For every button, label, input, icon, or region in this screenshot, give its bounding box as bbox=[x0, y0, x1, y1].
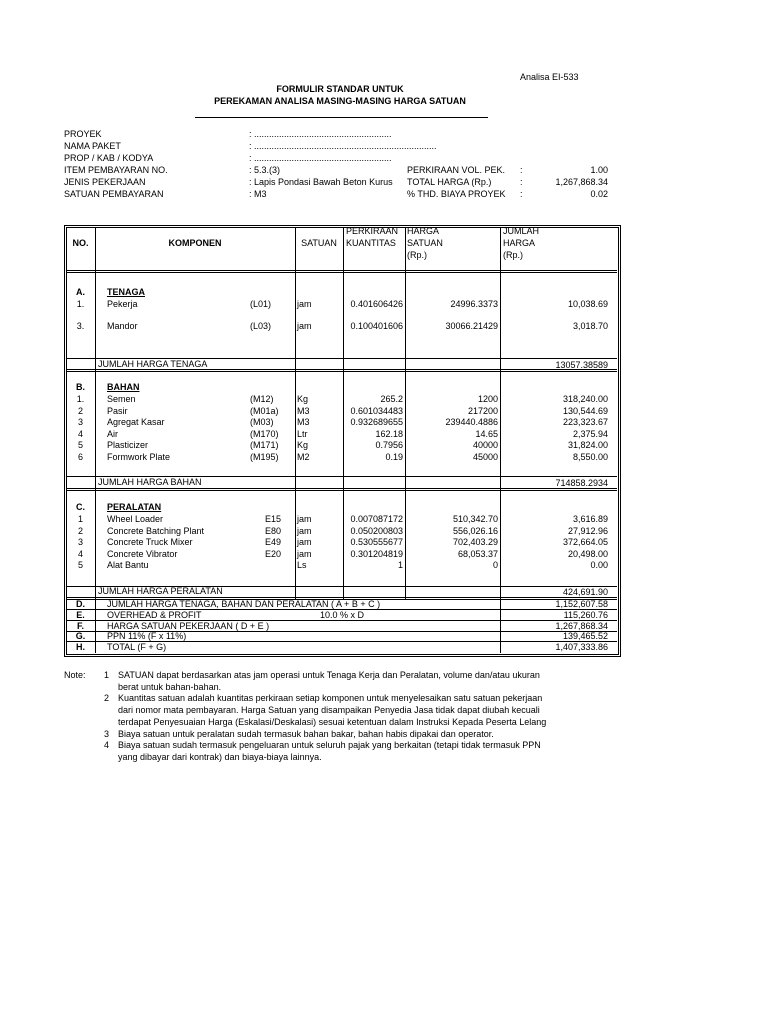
bahan-row-qty: 0.19 bbox=[385, 452, 403, 462]
bahan-row-no: 5 bbox=[77, 440, 83, 451]
tenaga-row-unit: jam bbox=[297, 299, 312, 309]
info-value: : ....................................................... bbox=[249, 129, 392, 139]
bahan-row-code: (M03) bbox=[250, 417, 274, 428]
peralatan-row-name: Concrete Truck Mixer bbox=[107, 537, 193, 548]
header-no: NO. bbox=[72, 238, 89, 248]
note-line bbox=[64, 705, 584, 717]
bahan-row-unit: M2 bbox=[297, 452, 310, 462]
note-line bbox=[64, 717, 584, 729]
note-text: Biaya satuan untuk peralatan sudah termasuk bahan bakar, bahan habis dipakai dan operator. bbox=[118, 728, 494, 739]
summary-value: 0.02 bbox=[590, 189, 608, 199]
header-rule-1 bbox=[66, 270, 617, 271]
total-label: TOTAL (F + G) bbox=[107, 642, 167, 653]
header-satuan: SATUAN bbox=[301, 238, 337, 248]
header-harga-1: HARGA bbox=[407, 226, 440, 236]
bahan-row-no: 6 bbox=[77, 452, 83, 462]
bahan-row-price: 1200 bbox=[477, 394, 498, 404]
peralatan-row-no: 3 bbox=[77, 537, 83, 548]
bahan-row-code: (M01a) bbox=[250, 405, 279, 416]
bahan-subtotal-rule-1 bbox=[66, 488, 617, 489]
summary-label: TOTAL HARGA (Rp.) bbox=[407, 177, 492, 187]
peralatan-row-qty: 0.301204819 bbox=[350, 548, 403, 559]
peralatan-row-price: 556,026.16 bbox=[452, 525, 498, 536]
info-value: : ......................................................................... bbox=[249, 141, 437, 151]
note-text: Biaya satuan sudah termasuk pengeluaran untuk seluruh pajak yang berkaitan (tetapi tidak termasuk PPN bbox=[118, 740, 541, 751]
tenaga-subtotal: 13057.38589 bbox=[555, 360, 608, 370]
note-number bbox=[97, 705, 109, 717]
note-label bbox=[64, 729, 97, 741]
peralatan-row-total: 20,498.00 bbox=[567, 548, 608, 559]
section-b-title: BAHAN bbox=[107, 382, 140, 392]
peralatan-row-no: 5 bbox=[77, 560, 83, 571]
note-line bbox=[64, 670, 584, 682]
bahan-row-price: 45000 bbox=[472, 452, 498, 462]
summary-colon: : bbox=[520, 177, 523, 187]
tenaga-subtotal-rule-2 bbox=[66, 371, 617, 372]
peralatan-row-total: 3,616.89 bbox=[572, 514, 608, 524]
note-label: Note: bbox=[64, 670, 86, 680]
total-label: PPN 11% (F x 11%) bbox=[107, 631, 187, 642]
note-text: yang dibayar dari kontrak) dan biaya-biaya lainnya. bbox=[118, 751, 322, 762]
bahan-row-name: Air bbox=[107, 428, 118, 439]
bahan-row-code: (M171) bbox=[250, 440, 279, 451]
tenaga-row-no: 3. bbox=[76, 321, 85, 331]
bahan-subtotal-rule-2 bbox=[66, 490, 617, 491]
bahan-row-price: 14.65 bbox=[475, 428, 498, 439]
info-label: SATUAN PEMBAYARAN bbox=[64, 189, 164, 199]
header-harga-3: (Rp.) bbox=[407, 250, 427, 260]
col-divider-no bbox=[95, 227, 96, 599]
note-text: dari nomor mata pembayaran. Harga Satuan yang disampaikan Penyedia Jasa tidak dapat diubah kecuali bbox=[118, 705, 540, 716]
note-label bbox=[64, 717, 97, 729]
note-number bbox=[97, 682, 109, 694]
total-label: OVERHEAD & PROFIT bbox=[107, 609, 202, 620]
bahan-row-qty: 0.7956 bbox=[375, 440, 403, 451]
bahan-row-qty: 265.2 bbox=[380, 394, 403, 404]
bahan-row-total: 223,323.67 bbox=[562, 417, 608, 428]
peralatan-row-qty: 0.050200803 bbox=[350, 525, 403, 536]
peralatan-row-no: 4 bbox=[77, 548, 83, 559]
tenaga-row-name: Mandor bbox=[107, 321, 138, 331]
peralatan-row-unit: Ls bbox=[297, 560, 307, 571]
document-reference: Analisa EI-533 bbox=[520, 72, 579, 82]
tenaga-row-qty: 0.100401606 bbox=[350, 321, 403, 331]
section-b-letter: B. bbox=[76, 382, 85, 392]
total-letter: E. bbox=[76, 609, 85, 620]
tenaga-row-price: 24996.3373 bbox=[450, 299, 498, 309]
note-text: berat untuk bahan-bahan. bbox=[118, 681, 222, 692]
note-label bbox=[64, 752, 97, 764]
bahan-row-unit: Ltr bbox=[297, 428, 308, 439]
notes-section bbox=[64, 670, 584, 764]
tenaga-row-price: 30066.21429 bbox=[445, 321, 498, 331]
peralatan-row-price: 0 bbox=[492, 560, 498, 571]
bahan-subtotal-label: JUMLAH HARGA BAHAN bbox=[98, 477, 202, 487]
title-line-1: FORMULIR STANDAR UNTUK bbox=[276, 84, 404, 94]
peralatan-subtotal-label: JUMLAH HARGA PERALATAN bbox=[98, 586, 223, 596]
bahan-row-name: Agregat Kasar bbox=[107, 417, 165, 428]
peralatan-row-code: E80 bbox=[264, 525, 281, 536]
header-jumlah-2: HARGA bbox=[503, 238, 536, 248]
header-jumlah-3: (Rp.) bbox=[503, 250, 523, 260]
tenaga-row-total: 3,018.70 bbox=[572, 321, 608, 331]
col-divider-komponen bbox=[295, 227, 296, 599]
note-number bbox=[97, 752, 109, 764]
bahan-row-no: 1. bbox=[76, 394, 85, 404]
bahan-row-code: (M12) bbox=[250, 394, 274, 404]
peralatan-row-total: 372,664.05 bbox=[562, 537, 608, 548]
info-label: NAMA PAKET bbox=[64, 141, 121, 151]
tenaga-row-code: (L01) bbox=[250, 299, 272, 309]
summary-value: 1,267,868.34 bbox=[555, 177, 608, 187]
bahan-row-qty: 0.932689655 bbox=[350, 417, 403, 428]
note-label bbox=[64, 682, 97, 694]
tenaga-subtotal-rule-1 bbox=[66, 369, 617, 370]
tenaga-row-total: 10,038.69 bbox=[567, 299, 608, 309]
total-letter: G. bbox=[75, 631, 86, 642]
total-label: JUMLAH HARGA TENAGA, BAHAN DAN PERALATAN ( A + B + C ) bbox=[107, 599, 381, 609]
header-harga-2: SATUAN bbox=[407, 238, 443, 248]
section-c-letter: C. bbox=[76, 502, 85, 512]
note-number: 2 bbox=[103, 693, 109, 704]
bahan-row-qty: 0.601034483 bbox=[350, 405, 403, 416]
peralatan-row-qty: 1 bbox=[397, 560, 403, 571]
peralatan-row-no: 1 bbox=[77, 514, 83, 524]
note-label bbox=[64, 740, 97, 752]
peralatan-row-name: Alat Bantu bbox=[107, 560, 149, 571]
info-label: ITEM PEMBAYARAN NO. bbox=[64, 165, 168, 175]
peralatan-row-unit: jam bbox=[297, 537, 312, 548]
note-number: 3 bbox=[103, 728, 109, 739]
tenaga-row-unit: jam bbox=[297, 321, 312, 331]
note-text: SATUAN dapat berdasarkan atas jam operasi untuk Tenaga Kerja dan Peralatan, volume dan/atau ukuran bbox=[118, 670, 540, 680]
peralatan-row-code: E15 bbox=[264, 514, 281, 524]
tenaga-row-name: Pekerja bbox=[107, 299, 138, 309]
bahan-row-no: 2 bbox=[77, 405, 83, 416]
bahan-row-unit: Kg bbox=[297, 440, 309, 451]
note-number: 4 bbox=[103, 740, 109, 751]
bahan-row-qty: 162.18 bbox=[375, 428, 403, 439]
title-line-2: PEREKAMAN ANALISA MASING-MASING HARGA SATUAN bbox=[214, 96, 466, 106]
peralatan-row-no: 2 bbox=[77, 525, 83, 536]
note-line bbox=[64, 693, 584, 705]
tenaga-subtotal-label: JUMLAH HARGA TENAGA bbox=[98, 359, 208, 369]
peralatan-row-unit: jam bbox=[297, 514, 312, 524]
note-number bbox=[97, 717, 109, 729]
header-rule-2 bbox=[66, 272, 617, 273]
peralatan-row-code: E49 bbox=[264, 537, 281, 548]
note-text: Kuantitas satuan adalah kuantitas perkiraan setiap komponen untuk menyelesaikan satu satuan pekerjaan bbox=[118, 693, 543, 704]
bahan-row-price: 217200 bbox=[467, 405, 498, 416]
total-value: 1,407,333.86 bbox=[555, 642, 608, 653]
note-line bbox=[64, 740, 584, 752]
tenaga-row-no: 1. bbox=[76, 299, 85, 309]
total-letter: D. bbox=[76, 599, 85, 609]
peralatan-row-name: Concrete Vibrator bbox=[107, 548, 178, 559]
section-a-letter: A. bbox=[76, 287, 85, 297]
title-underline bbox=[195, 117, 488, 118]
info-value: : Lapis Pondasi Bawah Beton Kurus bbox=[249, 177, 393, 187]
tenaga-row-code: (L03) bbox=[250, 321, 272, 331]
bahan-row-unit: M3 bbox=[297, 417, 310, 428]
note-text: terdapat Penyesuaian Harga (Eskalasi/Deskalasi) sesuai ketentuan dalam Instruksi Kepada Peserta Lelang bbox=[118, 716, 547, 727]
bahan-row-code: (M195) bbox=[250, 452, 279, 462]
note-label bbox=[64, 705, 97, 717]
note-line bbox=[64, 729, 584, 741]
peralatan-row-qty: 0.530555677 bbox=[350, 537, 403, 548]
header-kuantitas-2: KUANTITAS bbox=[346, 238, 396, 248]
info-value: : ....................................................... bbox=[249, 153, 392, 163]
total-extra: 10.0 % x D bbox=[320, 609, 365, 620]
note-number: 1 bbox=[103, 670, 109, 680]
peralatan-row-unit: jam bbox=[297, 525, 312, 536]
bahan-row-unit: Kg bbox=[297, 394, 309, 404]
section-c-title: PERALATAN bbox=[107, 502, 162, 512]
tenaga-row-qty: 0.401606426 bbox=[350, 299, 403, 309]
peralatan-row-price: 702,403.29 bbox=[452, 537, 498, 548]
note-label bbox=[64, 693, 97, 705]
peralatan-row-price: 510,342.70 bbox=[452, 514, 498, 524]
bahan-row-price: 239440.4886 bbox=[445, 417, 498, 428]
bahan-row-name: Semen bbox=[107, 394, 136, 404]
bahan-row-name: Formwork Plate bbox=[107, 452, 171, 462]
bahan-row-total: 31,824.00 bbox=[567, 440, 608, 451]
peralatan-subtotal-rule-1 bbox=[66, 597, 617, 598]
bahan-row-no: 3 bbox=[77, 417, 83, 428]
peralatan-row-unit: jam bbox=[297, 548, 312, 559]
info-value: : M3 bbox=[249, 189, 267, 199]
peralatan-row-name: Wheel Loader bbox=[107, 514, 164, 524]
bahan-row-price: 40000 bbox=[472, 440, 498, 451]
peralatan-subtotal: 424,691.90 bbox=[562, 587, 608, 597]
summary-label: PERKIRAAN VOL. PEK. bbox=[407, 165, 506, 175]
bahan-row-code: (M170) bbox=[250, 428, 279, 439]
info-value: : 5.3.(3) bbox=[249, 165, 281, 175]
total-label: HARGA SATUAN PEKERJAAN ( D + E ) bbox=[107, 620, 270, 631]
total-letter: F. bbox=[76, 620, 84, 631]
bahan-row-total: 2,375.94 bbox=[572, 428, 608, 439]
info-label: JENIS PEKERJAAN bbox=[64, 177, 146, 187]
peralatan-row-qty: 0.007087172 bbox=[350, 514, 403, 524]
summary-value: 1.00 bbox=[590, 165, 608, 175]
info-label: PROP / KAB / KODYA bbox=[64, 153, 154, 163]
totals-divider-letter bbox=[95, 599, 96, 653]
total-letter: H. bbox=[76, 642, 85, 653]
header-jumlah-1: JUMLAH bbox=[503, 226, 540, 236]
bahan-row-total: 130,544.69 bbox=[562, 405, 608, 416]
summary-colon: : bbox=[520, 189, 523, 199]
header-komponen: KOMPONEN bbox=[168, 238, 222, 248]
peralatan-row-code: E20 bbox=[264, 548, 281, 559]
header-kuantitas-1: PERKIRAAN bbox=[346, 226, 399, 236]
info-label: PROYEK bbox=[64, 129, 102, 139]
total-value: 139,465.52 bbox=[562, 631, 608, 642]
bahan-row-no: 4 bbox=[77, 428, 83, 439]
peralatan-row-total: 0.00 bbox=[590, 560, 608, 571]
total-value: 1,152,607.58 bbox=[555, 599, 608, 609]
summary-label: % THD. BIAYA PROYEK bbox=[407, 189, 506, 199]
bahan-row-unit: M3 bbox=[297, 405, 310, 416]
peralatan-row-name: Concrete Batching Plant bbox=[107, 525, 205, 536]
note-line bbox=[64, 682, 584, 694]
bahan-row-total: 318,240.00 bbox=[562, 394, 608, 404]
bahan-row-name: Plasticizer bbox=[107, 440, 149, 451]
bahan-row-total: 8,550.00 bbox=[572, 452, 608, 462]
peralatan-row-price: 68,053.37 bbox=[457, 548, 498, 559]
summary-colon: : bbox=[520, 165, 523, 175]
section-a-title: TENAGA bbox=[107, 287, 145, 297]
bahan-subtotal: 714858.2934 bbox=[555, 478, 608, 488]
bahan-row-name: Pasir bbox=[107, 405, 128, 416]
total-value: 115,260.76 bbox=[563, 609, 608, 620]
note-line bbox=[64, 752, 584, 764]
peralatan-row-total: 27,912.96 bbox=[567, 525, 608, 536]
total-value: 1,267,868.34 bbox=[555, 620, 608, 631]
